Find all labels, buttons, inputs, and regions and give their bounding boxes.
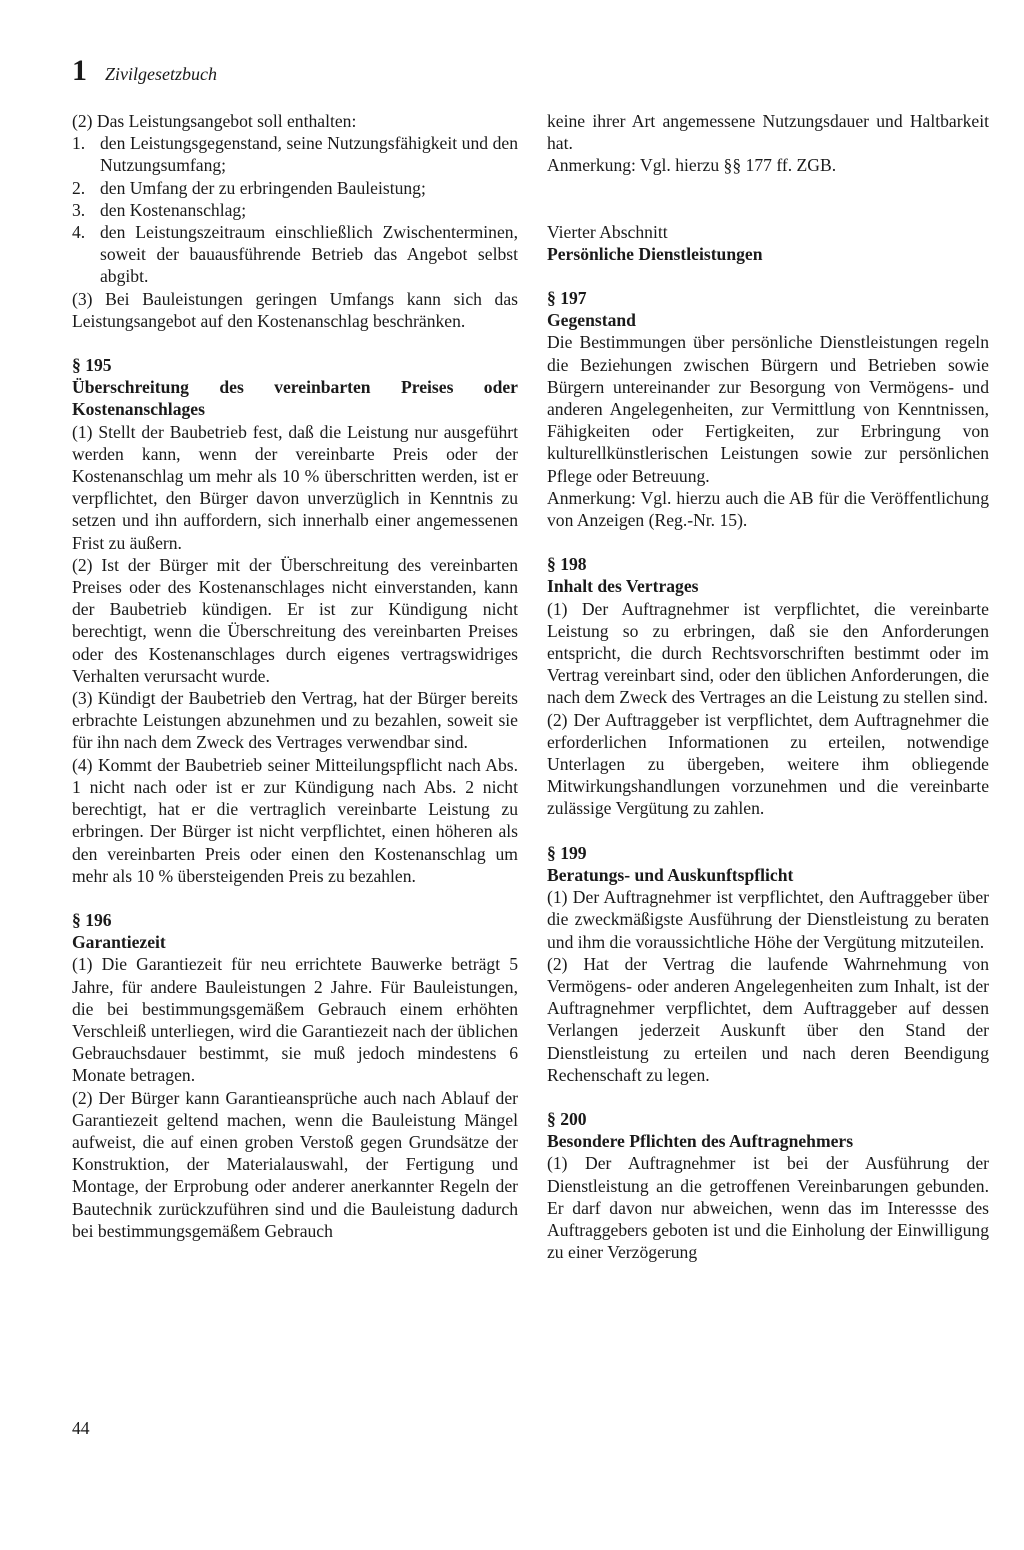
section-195	[72, 354, 518, 887]
section-title: Besondere Pflichten des Auftragnehmers	[547, 1131, 854, 1152]
section-title: Gegenstand	[547, 310, 636, 331]
list-item	[72, 199, 518, 221]
chapter-title: Zivilgesetzbuch	[105, 64, 217, 84]
section-number: § 198	[547, 554, 587, 575]
paragraph: (1) Stellt der Baubetrieb fest, daß die Leistung nur ausgeführt werden kann, wenn der vereinbarte Preis oder der Kostenanschlag um mehr als 10 % überschritten werden, ist er verpflichtet, den Bürger davon unverzüglich in Kenntnis zu setzen und ihn auffordern, sich innerhalb einer angemessenen Frist zu äußern.	[72, 421, 518, 553]
list-text: den Umfang der zu erbringenden Bauleistung;	[100, 177, 426, 198]
section-title: Beratungs- und Auskunftspflicht	[547, 864, 794, 885]
note: Anmerkung: Vgl. hierzu §§ 177 ff. ZGB.	[547, 155, 837, 176]
section-199	[547, 842, 989, 1086]
chapter-number: 1	[72, 54, 87, 87]
right-column	[547, 110, 989, 1263]
paragraph: Die Bestimmungen über persönliche Dienstleistungen regeln die Beziehungen zwischen Bürgern und Betrieben sowie Bürgern untereinander zur Besorgung von Vermögens- und anderen Angelegenheiten, zur Vermittlung von Kenntnissen, Fähigkeiten oder Fertigkeiten, zur Erbringung von kulturellkünstlerischen Leistungen sowie zur persönlichen Pflege oder Betreuung.	[547, 332, 989, 486]
paragraph: (2) Ist der Bürger mit der Überschreitung des vereinbarten Preises oder des Kostenanschlages nicht einverstanden, kann der Baubetrieb kündigen. Er ist zur Kündigung nicht berechtigt, wenn die Überschreitung des vereinbarten Preises oder des Kostenanschlages durch eigenes vertragswidriges Verhalten verursacht wurde.	[72, 554, 518, 686]
page-header	[72, 56, 217, 86]
section-number: § 195	[72, 355, 112, 376]
paragraph: (1) Der Auftragnehmer ist verpflichtet, die vereinbarte Leistung so zu erbringen, daß sie den Anforderungen entspricht, die durch Rechtsvorschriften bestimmt oder im Vertrag vereinbart sind, oder den üblichen Anforderungen, die nach dem Zweck des Vertrages an die Leistung zu stellen sind.	[547, 598, 989, 708]
list-item	[72, 132, 518, 176]
section-title: Überschreitung des vereinbarten Preises oder Kostenanschlages	[72, 377, 518, 420]
paragraph: (4) Kommt der Baubetrieb seiner Mitteilungspflicht nach Abs. 1 nicht nach oder ist er zur Kündigung nach Abs. 2 nicht berechtigt, hat er die vertraglich vereinbarte Leistung zu erbringen. Der Bürger ist nicht verpflichtet, einen höheren als den vereinbarten Preis oder einen den Kostenanschlag um mehr als 10 % übersteigenden Preis zu bezahlen.	[72, 754, 518, 886]
section-198	[547, 553, 989, 819]
section-197	[547, 287, 989, 531]
page-number: 44	[72, 1418, 90, 1438]
paragraph: (2) Hat der Vertrag die laufende Wahrnehmung von Vermögens- oder anderen Angelegenheiten zum Inhalt, ist der Auftragnehmer verpflichtet, dem Auftraggeber auf dessen Verlangen jederzeit Auskunft über den Stand der Dienstleistung zu erteilen und nach deren Beendigung Rechenschaft zu legen.	[547, 953, 989, 1085]
paragraph: (2) Der Bürger kann Garantieansprüche auch nach Ablauf der Garantiezeit geltend machen, wenn die Bauleistung Mängel aufweist, die auf einen groben Verstoß gegen Grundsätze der Konstruktion, der Materialauswahl, der Fertigung und Montage, der Erprobung oder anderer anerkannter Regeln der Bautechnik zurückzuführen sind und die Bauleistung dadurch bei bestimmungsgemäßem Gebrauch	[72, 1087, 518, 1241]
chapter-section-heading	[547, 221, 989, 265]
paragraph: (2) Das Leistungsangebot soll enthalten:	[72, 111, 357, 131]
section-196	[72, 909, 518, 1242]
list-text: den Leistungszeitraum einschließlich Zwischenterminen, soweit der bauausführende Betrieb das Angebot selbst abgibt.	[100, 222, 518, 287]
abschnitt-title: Persönliche Dienstleistungen	[547, 243, 763, 264]
left-column	[72, 110, 518, 1242]
list-text: den Leistungsgegenstand, seine Nutzungsfähigkeit und den Nutzungsumfang;	[100, 133, 518, 176]
paragraph: (1) Die Garantiezeit für neu errichtete Bauwerke beträgt 5 Jahre, für andere Bauleistungen 2 Jahre. Für Bauleistungen, die bei bestimmungsgemäßem Gebrauch einem erhöhten Verschleiß unterliegen, wird die Garantiezeit nach der üblichen Gebrauchsdauer bestimmt, sie muß jedoch mindestens 6 Monate betragen.	[72, 954, 518, 1086]
section-number: § 197	[547, 288, 587, 309]
paragraph: (2) Der Auftraggeber ist verpflichtet, dem Auftragnehmer die erforderlichen Informationen zu erteilen, notwendige Unterlagen zu übergeben, weitere ihm obliegende Mitwirkungshandlungen vorzunehmen und die vereinbarte zulässige Vergütung zu zahlen.	[547, 709, 989, 819]
section-number: § 196	[72, 909, 112, 930]
section-title: Garantiezeit	[72, 932, 166, 953]
note: Anmerkung: Vgl. hierzu auch die AB für die Veröffentlichung von Anzeigen (Reg.-Nr. 15).	[547, 487, 989, 531]
list-number: 4.	[72, 222, 86, 243]
paragraph: keine ihrer Art angemessene Nutzungsdauer und Haltbarkeit hat.	[547, 111, 989, 154]
paragraph: (3) Bei Bauleistungen geringen Umfangs kann sich das Leistungsangebot auf den Kostenanschlag beschränken.	[72, 288, 518, 331]
paragraph: (1) Der Auftragnehmer ist verpflichtet, den Auftraggeber über die zweckmäßigste Ausführung der Dienstleistung zu beraten und ihm die voraussichtliche Höhe der Vergütung mitzuteilen.	[547, 887, 989, 952]
list-item	[72, 177, 518, 199]
list-number: 3.	[72, 199, 86, 220]
section-200	[547, 1108, 989, 1263]
list-item	[72, 221, 518, 288]
list-number: 2.	[72, 177, 86, 198]
abschnitt-label: Vierter Abschnitt	[547, 221, 668, 242]
section-title: Inhalt des Vertrages	[547, 576, 699, 597]
section-number: § 200	[547, 1108, 587, 1129]
list-number: 1.	[72, 133, 86, 154]
list-text: den Kostenanschlag;	[100, 199, 247, 220]
section-number: § 199	[547, 842, 587, 863]
paragraph: (3) Kündigt der Baubetrieb den Vertrag, hat der Bürger bereits erbrachte Leistungen abzunehmen und zu bezahlen, soweit sie für ihn nach dem Zweck des Vertrages verwendbar sind.	[72, 688, 518, 753]
paragraph: (1) Der Auftragnehmer ist bei der Ausführung der Dienstleistung an die getroffenen Vereinbarungen gebunden. Er darf davon nur abweichen, wenn das im Interessse des Auftraggebers geboten ist und die Einholung der Einwilligung zu einer Verzögerung	[547, 1153, 989, 1263]
